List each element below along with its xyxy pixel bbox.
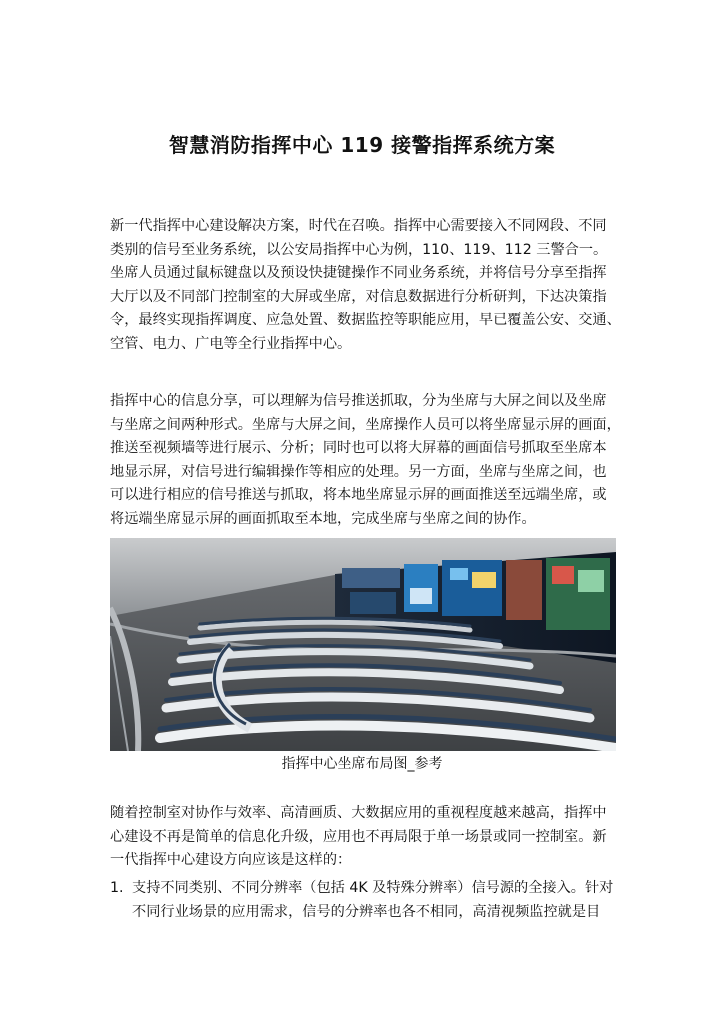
list-item-number: 1. [110, 880, 124, 896]
text-line: 指挥中心的信息分享，可以理解为信号推送抓取，分为坐席与大屏之间以及坐席 [110, 393, 607, 409]
page-title: 智慧消防指挥中心 119 接警指挥系统方案 [168, 133, 556, 157]
list-item [110, 877, 620, 924]
text-line: 推送至视频墙等进行展示、分析；同时也可以将大屏幕的画面信号抓取至坐席本 [110, 440, 607, 457]
paragraph-info-sharing [110, 390, 620, 532]
text-line: 与坐席之间两种形式。坐席与大屏之间，坐席操作人员可以将坐席显示屏的画面， [110, 416, 621, 433]
control-room-image [110, 538, 616, 751]
list-item-line: 支持不同类别、不同分辨率（包括 4K 及特殊分辨率）信号源的全接入。针对 [132, 880, 614, 896]
control-room-illustration [110, 538, 616, 751]
text-line: 令，最终实现指挥调度、应急处置、数据监控等职能应用，早已覆盖公安、交通、 [110, 312, 621, 329]
text-line: 大厅以及不同部门控制室的大屏或坐席，对信息数据进行分析研判，下达决策指 [110, 288, 607, 305]
text-line: 空管、电力、广电等全行业指挥中心。 [110, 335, 352, 352]
text-line: 一代指挥中心建设方向应该是这样的： [110, 852, 352, 869]
text-line: 心建设不再是简单的信息化升级，应用也不再局限于单一场景或同一控制室。新 [110, 828, 607, 845]
paragraph-intro [110, 215, 620, 357]
list-item-line: 不同行业场景的应用需求，信号的分辨率也各不相同，高清视频监控就是目 [132, 903, 601, 920]
text-line: 可以进行相应的信号推送与抓取，将本地坐席显示屏的画面推送至远端坐席，或 [110, 487, 607, 504]
text-line: 随着控制室对协作与效率、高清画质、大数据应用的重视程度越来越高，指挥中 [110, 805, 607, 821]
numbered-list [110, 877, 620, 924]
figure-caption: 指挥中心坐席布局图_参考 [281, 756, 443, 772]
text-line: 将远端坐席显示屏的画面抓取至本地，完成坐席与坐席之间的协作。 [110, 510, 536, 527]
text-line: 地显示屏，对信号进行编辑操作等相应的处理。另一方面，坐席与坐席之间，也 [110, 463, 607, 480]
paragraph-direction [110, 802, 620, 873]
text-line: 坐席人员通过鼠标键盘以及预设快捷键操作不同业务系统，并将信号分享至指挥 [110, 265, 607, 282]
text-line: 新一代指挥中心建设解决方案，时代在召唤。指挥中心需要接入不同网段、不同 [110, 218, 607, 234]
text-line: 类别的信号至业务系统，以公安局指挥中心为例，110、119、112 三警合一。 [110, 241, 608, 258]
